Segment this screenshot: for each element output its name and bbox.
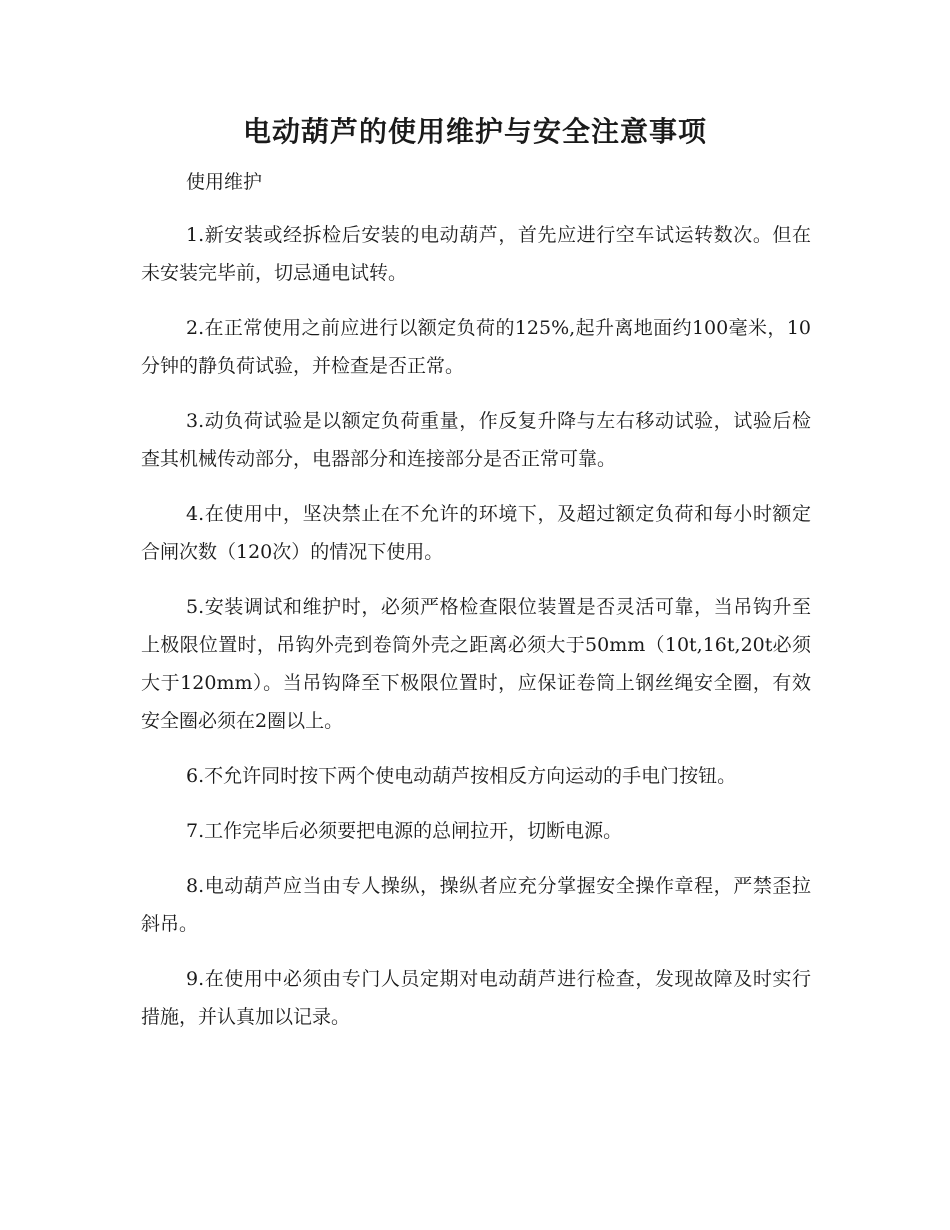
- paragraph-4: 4.在使用中，坚决禁止在不允许的环境下，及超过额定负荷和每小时额定合闸次数（120次）的情况下使用。: [141, 503, 811, 563]
- paragraph-6: 6.不允许同时按下两个使电动葫芦按相反方向运动的手电门按钮。: [186, 765, 737, 787]
- paragraph-9: 9.在使用中必须由专门人员定期对电动葫芦进行检查，发现故障及时实行措施，并认真加以记录。: [141, 968, 811, 1028]
- document-title: 电动葫芦的使用维护与安全注意事项: [242, 115, 707, 148]
- paragraph-1: 1.新安装或经拆检后安装的电动葫芦，首先应进行空车试运转数次。但在未安装完毕前，切忌通电试转。: [141, 224, 811, 284]
- paragraph-7: 7.工作完毕后必须要把电源的总闸拉开，切断电源。: [186, 820, 623, 842]
- paragraph-8: 8.电动葫芦应当由专人操纵，操纵者应充分掌握安全操作章程，严禁歪拉斜吊。: [141, 875, 811, 935]
- paragraph-5: 5.安装调试和维护时，必须严格检查限位装置是否灵活可靠，当吊钩升至上极限位置时，吊钩外壳到卷筒外壳之距离必须大于50mm（10t,16t,20t必须大于120mm）。当吊钩降至下极限位置时，应保证卷筒上钢丝绳安全圈，有效安全圈必须在2圈以上。: [141, 596, 811, 732]
- document-body: [141, 216, 811, 1053]
- paragraph-2: 2.在正常使用之前应进行以额定负荷的125%,起升离地面约100毫米，10分钟的静负荷试验，并检查是否正常。: [141, 317, 811, 377]
- paragraph-3: 3.动负荷试验是以额定负荷重量，作反复升降与左右移动试验，试验后检查其机械传动部分，电器部分和连接部分是否正常可靠。: [141, 410, 811, 470]
- section-heading: 使用维护: [186, 171, 263, 193]
